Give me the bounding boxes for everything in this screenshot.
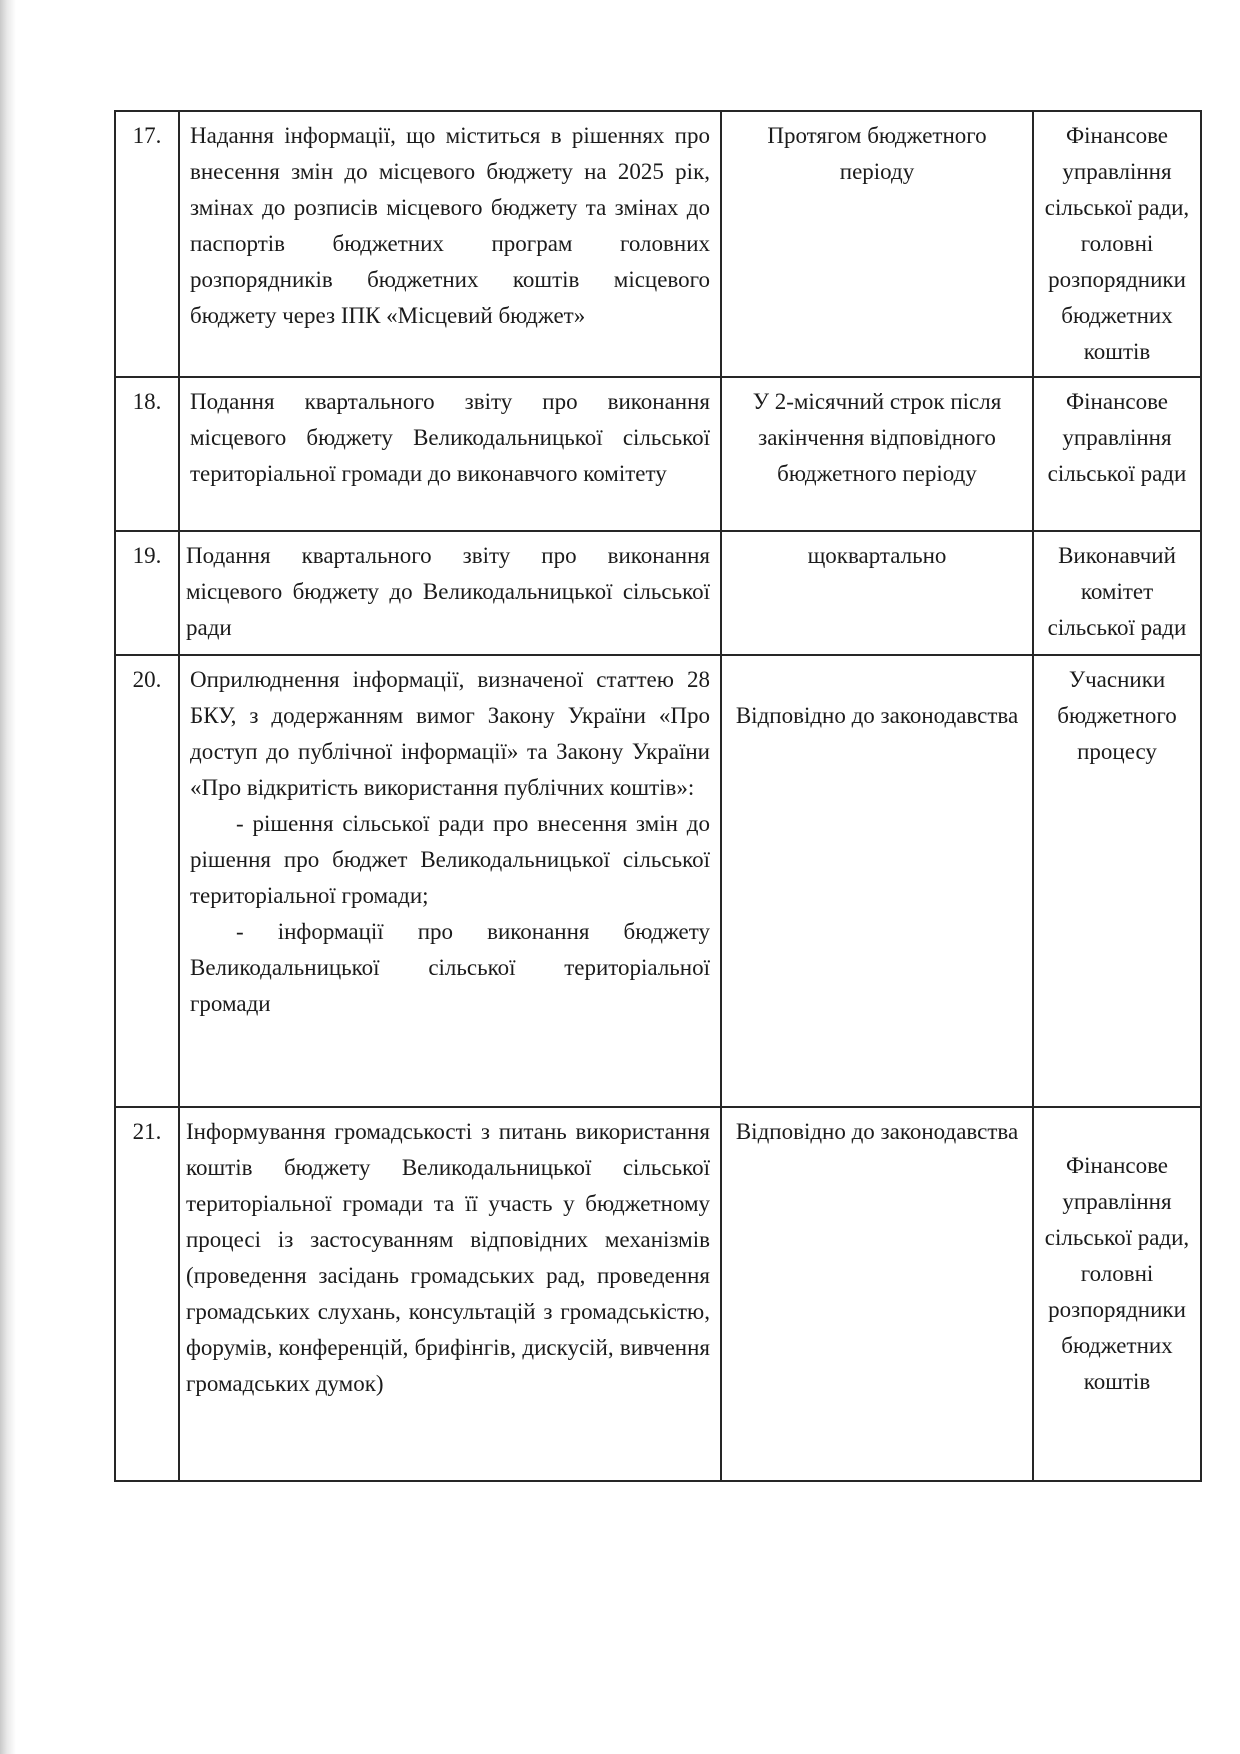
- description-paragraph: Надання інформації, що міститься в рішеннях про внесення змін до місцевого бюджету на 2025 рік, змінах до розписів місцевого бюджету та змінах до паспортів бюджетних програм головних розпорядників бюджетних коштів місцевого бюджету через ІПК «Місцевий бюджет»: [190, 123, 710, 328]
- row-number: 21.: [132, 1119, 162, 1144]
- description-list-item: - рішення сільської ради про внесення змін до рішення про бюджет Великодальницької сільської територіальної громади;: [190, 811, 710, 908]
- row-number: 19.: [132, 543, 162, 568]
- row-responsible: Фінансове управління сільської ради, головні розпорядники бюджетних коштів: [1044, 123, 1190, 364]
- row-timing-cell: [721, 1107, 1033, 1481]
- row-number: 20.: [132, 667, 162, 692]
- description-paragraph: Оприлюднення інформації, визначеної статтею 28 БКУ, з додержанням вимог Закону України «Про доступ до публічної інформації» та Закону України «Про відкритість використання публічних коштів»:: [190, 667, 710, 800]
- row-responsible-cell: [1033, 531, 1201, 655]
- description-paragraph: Подання квартального звіту про виконання місцевого бюджету Великодальницької сільської територіальної громади до виконавчого комітету: [190, 389, 710, 486]
- row-timing: У 2-місячний строк після закінчення відповідного бюджетного періоду: [752, 389, 1002, 486]
- table-row: [115, 377, 1201, 531]
- budget-process-schedule-table: [114, 110, 1202, 1482]
- row-responsible-cell: [1033, 1107, 1201, 1481]
- row-number-cell: [115, 655, 179, 1107]
- row-responsible-cell: [1033, 111, 1201, 377]
- row-description-cell: [179, 531, 721, 655]
- row-responsible: Учасники бюджетного процесу: [1057, 667, 1177, 764]
- table-row: [115, 1107, 1201, 1481]
- row-description-cell: [179, 1107, 721, 1481]
- row-description-cell: [179, 377, 721, 531]
- row-number-cell: [115, 1107, 179, 1481]
- row-description-cell: [179, 655, 721, 1107]
- description-list-item: - інформації про виконання бюджету Великодальницької сільської територіальної громади: [190, 919, 710, 1016]
- row-number-cell: [115, 377, 179, 531]
- table-row: [115, 655, 1201, 1107]
- row-responsible-cell: [1033, 655, 1201, 1107]
- row-timing: Протягом бюджетного періоду: [767, 123, 987, 184]
- description-paragraph: Подання квартального звіту про виконання місцевого бюджету до Великодальницької сільської ради: [186, 543, 710, 640]
- row-responsible-cell: [1033, 377, 1201, 531]
- row-responsible: Фінансове управління сільської ради, головні розпорядники бюджетних коштів: [1044, 1153, 1190, 1394]
- row-number-cell: [115, 111, 179, 377]
- row-number: 17.: [132, 123, 162, 148]
- row-timing-cell: [721, 531, 1033, 655]
- row-timing: Відповідно до законодавства: [735, 1119, 1019, 1144]
- row-number: 18.: [132, 389, 162, 414]
- row-timing: Відповідно до законодавства: [735, 703, 1019, 728]
- scan-edge-shadow: [0, 0, 16, 1754]
- row-number-cell: [115, 531, 179, 655]
- row-timing-cell: [721, 111, 1033, 377]
- row-responsible: Виконавчий комітет сільської ради: [1047, 543, 1187, 640]
- row-description-cell: [179, 111, 721, 377]
- schedule-table-body: [115, 111, 1201, 1481]
- row-timing-cell: [721, 655, 1033, 1107]
- row-timing: щоквартально: [807, 543, 947, 568]
- table-row: [115, 531, 1201, 655]
- row-responsible: Фінансове управління сільської ради: [1047, 389, 1187, 486]
- row-timing-cell: [721, 377, 1033, 531]
- description-paragraph: Інформування громадськості з питань використання коштів бюджету Великодальницької сільської територіальної громади та її участь у бюджетному процесі із застосуванням відповідних механізмів (проведення засідань громадських рад, проведення громадських слухань, консультацій з громадськістю, форумів, конференцій, брифінгів, дискусій, вивчення громадських думок): [186, 1119, 710, 1396]
- table-row: [115, 111, 1201, 377]
